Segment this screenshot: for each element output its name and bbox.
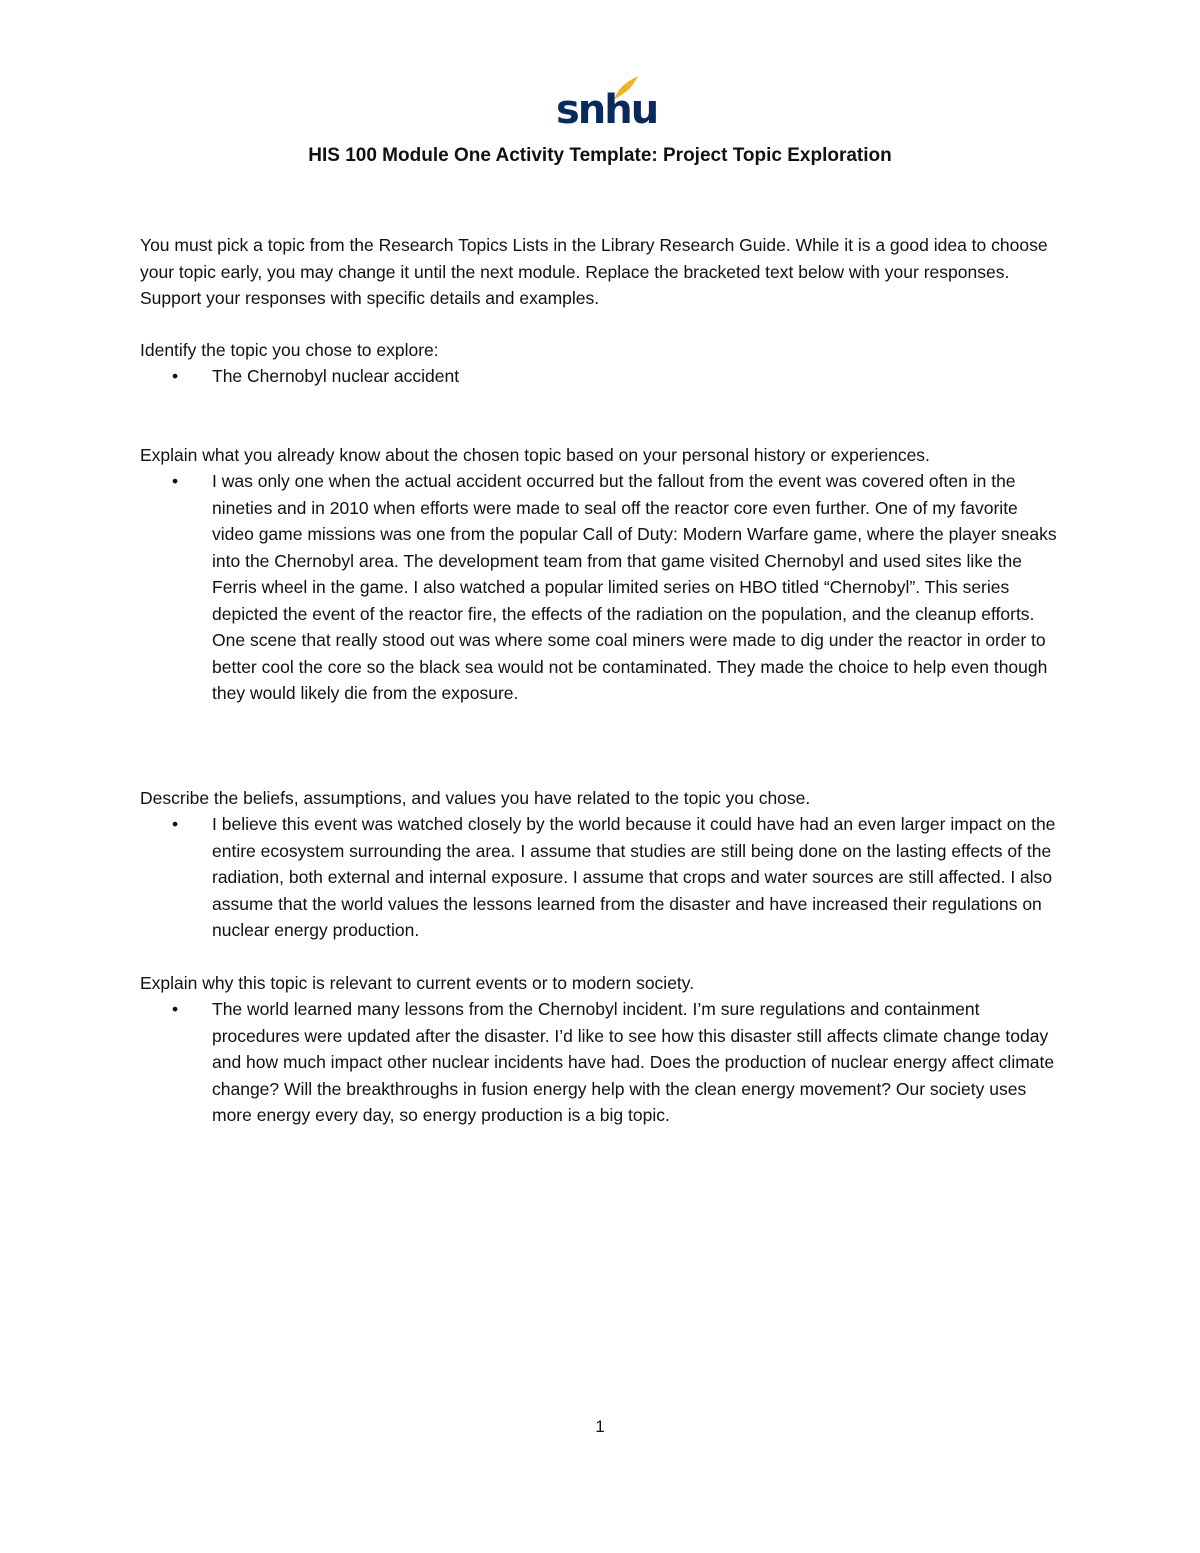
intro-paragraph: You must pick a topic from the Research Topics Lists in the Library Research Guide. While it is a good idea to choose your topic early, you may change it until the next module. Replace the bracketed text below with your responses. Support your responses with specific details and examples.: [140, 235, 1048, 308]
bullet-marker: •: [172, 814, 179, 834]
snhu-logo: [556, 74, 658, 133]
bullet-marker: •: [172, 471, 179, 491]
section-response-knowledge: I was only one when the actual accident occurred but the fallout from the event was covered often in the nineties and in 2010 when efforts were made to seal off the reactor core even further. One of my favorite video game missions was one from the popular Call of Duty: Modern Warfare game, where the player sneaks into the Chernobyl area. The development team from that game visited Chernobyl and used sites like the Ferris wheel in the game. I also watched a popular limited series on HBO titled “Chernobyl”. This series depicted the event of the reactor fire, the effects of the radiation on the population, and the cleanup efforts. One scene that really stood out was where some coal miners were made to dig under the reactor in order to better cool the core so the black sea would not be contaminated. They made the choice to help even though they would likely die from the exposure.: [212, 471, 1057, 703]
section-prompt-topic: Identify the topic you chose to explore:: [140, 340, 439, 360]
section-prompt-relevance: Explain why this topic is relevant to current events or to modern society.: [140, 973, 695, 993]
page-number: 1: [595, 1417, 605, 1436]
section-prompt-beliefs: Describe the beliefs, assumptions, and values you have related to the topic you chose.: [140, 788, 811, 808]
document-title: HIS 100 Module One Activity Template: Project Topic Exploration: [308, 145, 892, 166]
section-response-topic: The Chernobyl nuclear accident: [212, 366, 460, 386]
logo-wordmark: snhu: [556, 87, 658, 133]
bullet-marker: •: [172, 366, 179, 386]
section-response-beliefs: I believe this event was watched closely by the world because it could have had an even larger impact on the entire ecosystem surrounding the area. I assume that studies are still being done on the lasting effects of the radiation, both external and internal exposure. I assume that crops and water sources are still affected. I also assume that the world values the lessons learned from the disaster and have increased their regulations on nuclear energy production.: [212, 814, 1056, 940]
section-prompt-knowledge: Explain what you already know about the chosen topic based on your personal history or experiences.: [140, 445, 930, 465]
bullet-marker: •: [172, 999, 179, 1019]
section-response-relevance: The world learned many lessons from the Chernobyl incident. I’m sure regulations and containment procedures were updated after the disaster. I’d like to see how this disaster still affects climate change today and how much impact other nuclear incidents have had. Does the production of nuclear energy affect climate change? Will the breakthroughs in fusion energy help with the clean energy movement? Our society uses more energy every day, so energy production is a big topic.: [212, 999, 1055, 1125]
